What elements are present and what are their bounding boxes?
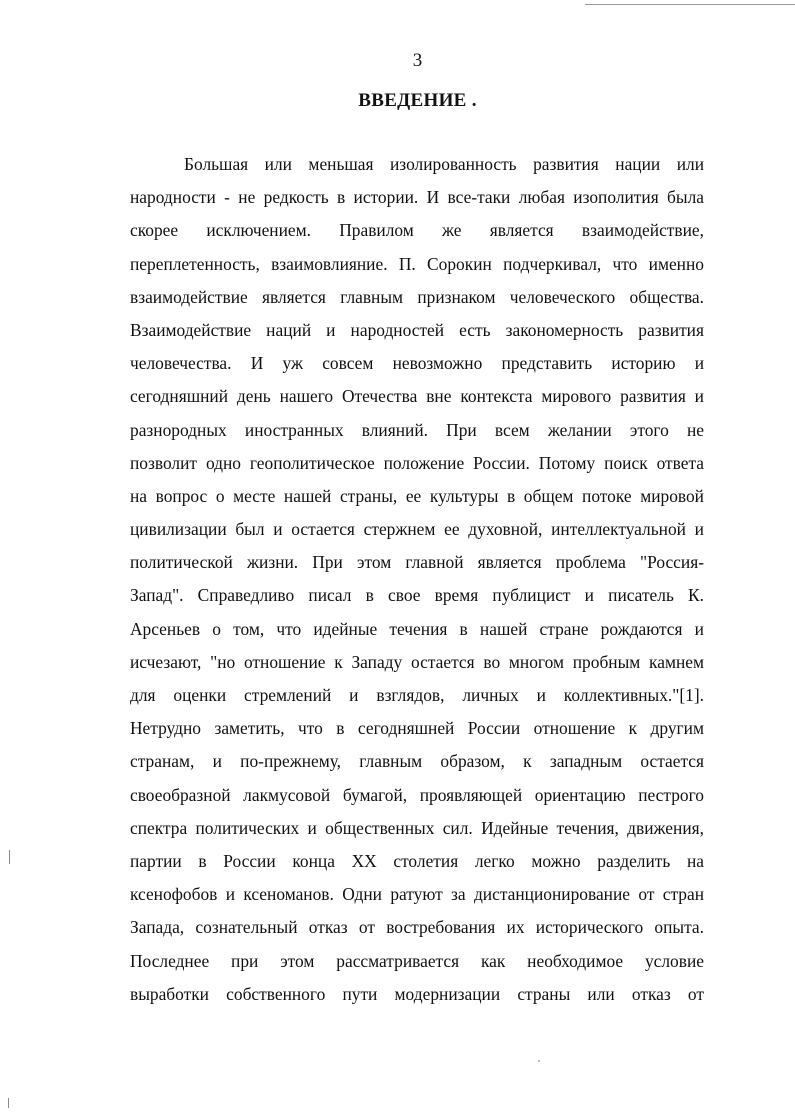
page-title: ВВЕДЕНИЕ . [358,90,477,111]
text-line: Большая или меньшая изолированность развития нации или [184,154,704,174]
text-line: переплетенность, взаимовлияние. П. Сорокин подчеркивал, что именно [130,253,704,274]
scan-speck [8,1098,9,1108]
text-line: скорее исключением. Правилом же является взаимодействие, [130,220,704,241]
text-line: партии в России конца XX столетия легко можно разделить на [130,850,704,871]
top-scan-rule [585,4,795,5]
text-line: цивилизации был и остается стержнем ее духовной, интеллектуальной и [130,519,704,540]
text-line: Взаимодействие наций и народностей есть закономерность развития [130,319,704,340]
text-line: Нетрудно заметить, что в сегодняшней России отношение к другим [130,718,704,739]
text-line: на вопрос о месте нашей страны, ее культуры в общем потоке мировой [130,485,704,506]
text-line: выработки собственного пути модернизации страны или отказ от [130,983,704,1004]
text-line: взаимодействие является главным признаком человеческого общества. [130,286,704,307]
text-line: ксенофобов и ксеноманов. Одни ратуют за дистанционирование от стран [130,884,704,905]
text-line: Запад". Справедливо писал в свое время публицист и писатель К. [130,585,704,606]
text-line: разнородных иностранных влияний. При всем желании этого не [130,419,704,440]
body-text [130,152,704,1015]
page-number: 3 [412,50,423,71]
text-line: человечества. И уж совсем невозможно представить историю и [130,353,704,374]
text-line: Запада, сознательный отказ от востребования их исторического опыта. [130,917,704,938]
text-line: для оценки стремлений и взглядов, личных и коллективных."[1]. [130,685,704,705]
text-line: странам, и по-прежнему, главным образом, к западным остается [130,751,704,772]
text-line: народности - не редкость в истории. И все-таки любая изополития была [130,187,704,208]
scan-speck [9,850,10,864]
scan-speck [538,1060,540,1062]
text-line: позволит одно геополитическое положение России. Потому поиск ответа [130,452,704,473]
text-line: спектра политических и общественных сил. Идейные течения, движения, [130,817,704,838]
text-line: сегодняшний день нашего Отечества вне контекста мирового развития и [130,386,704,407]
text-line: своеобразной лакмусовой бумагой, проявляющей ориентацию пестрого [130,784,704,805]
text-line: исчезают, "но отношение к Западу остается во многом пробным камнем [130,651,704,672]
text-line: политической жизни. При этом главной является проблема "Россия- [130,552,704,573]
text-line: Последнее при этом рассматривается как необходимое условие [130,950,704,971]
text-line: Арсеньев о том, что идейные течения в нашей стране рождаются и [130,618,704,639]
